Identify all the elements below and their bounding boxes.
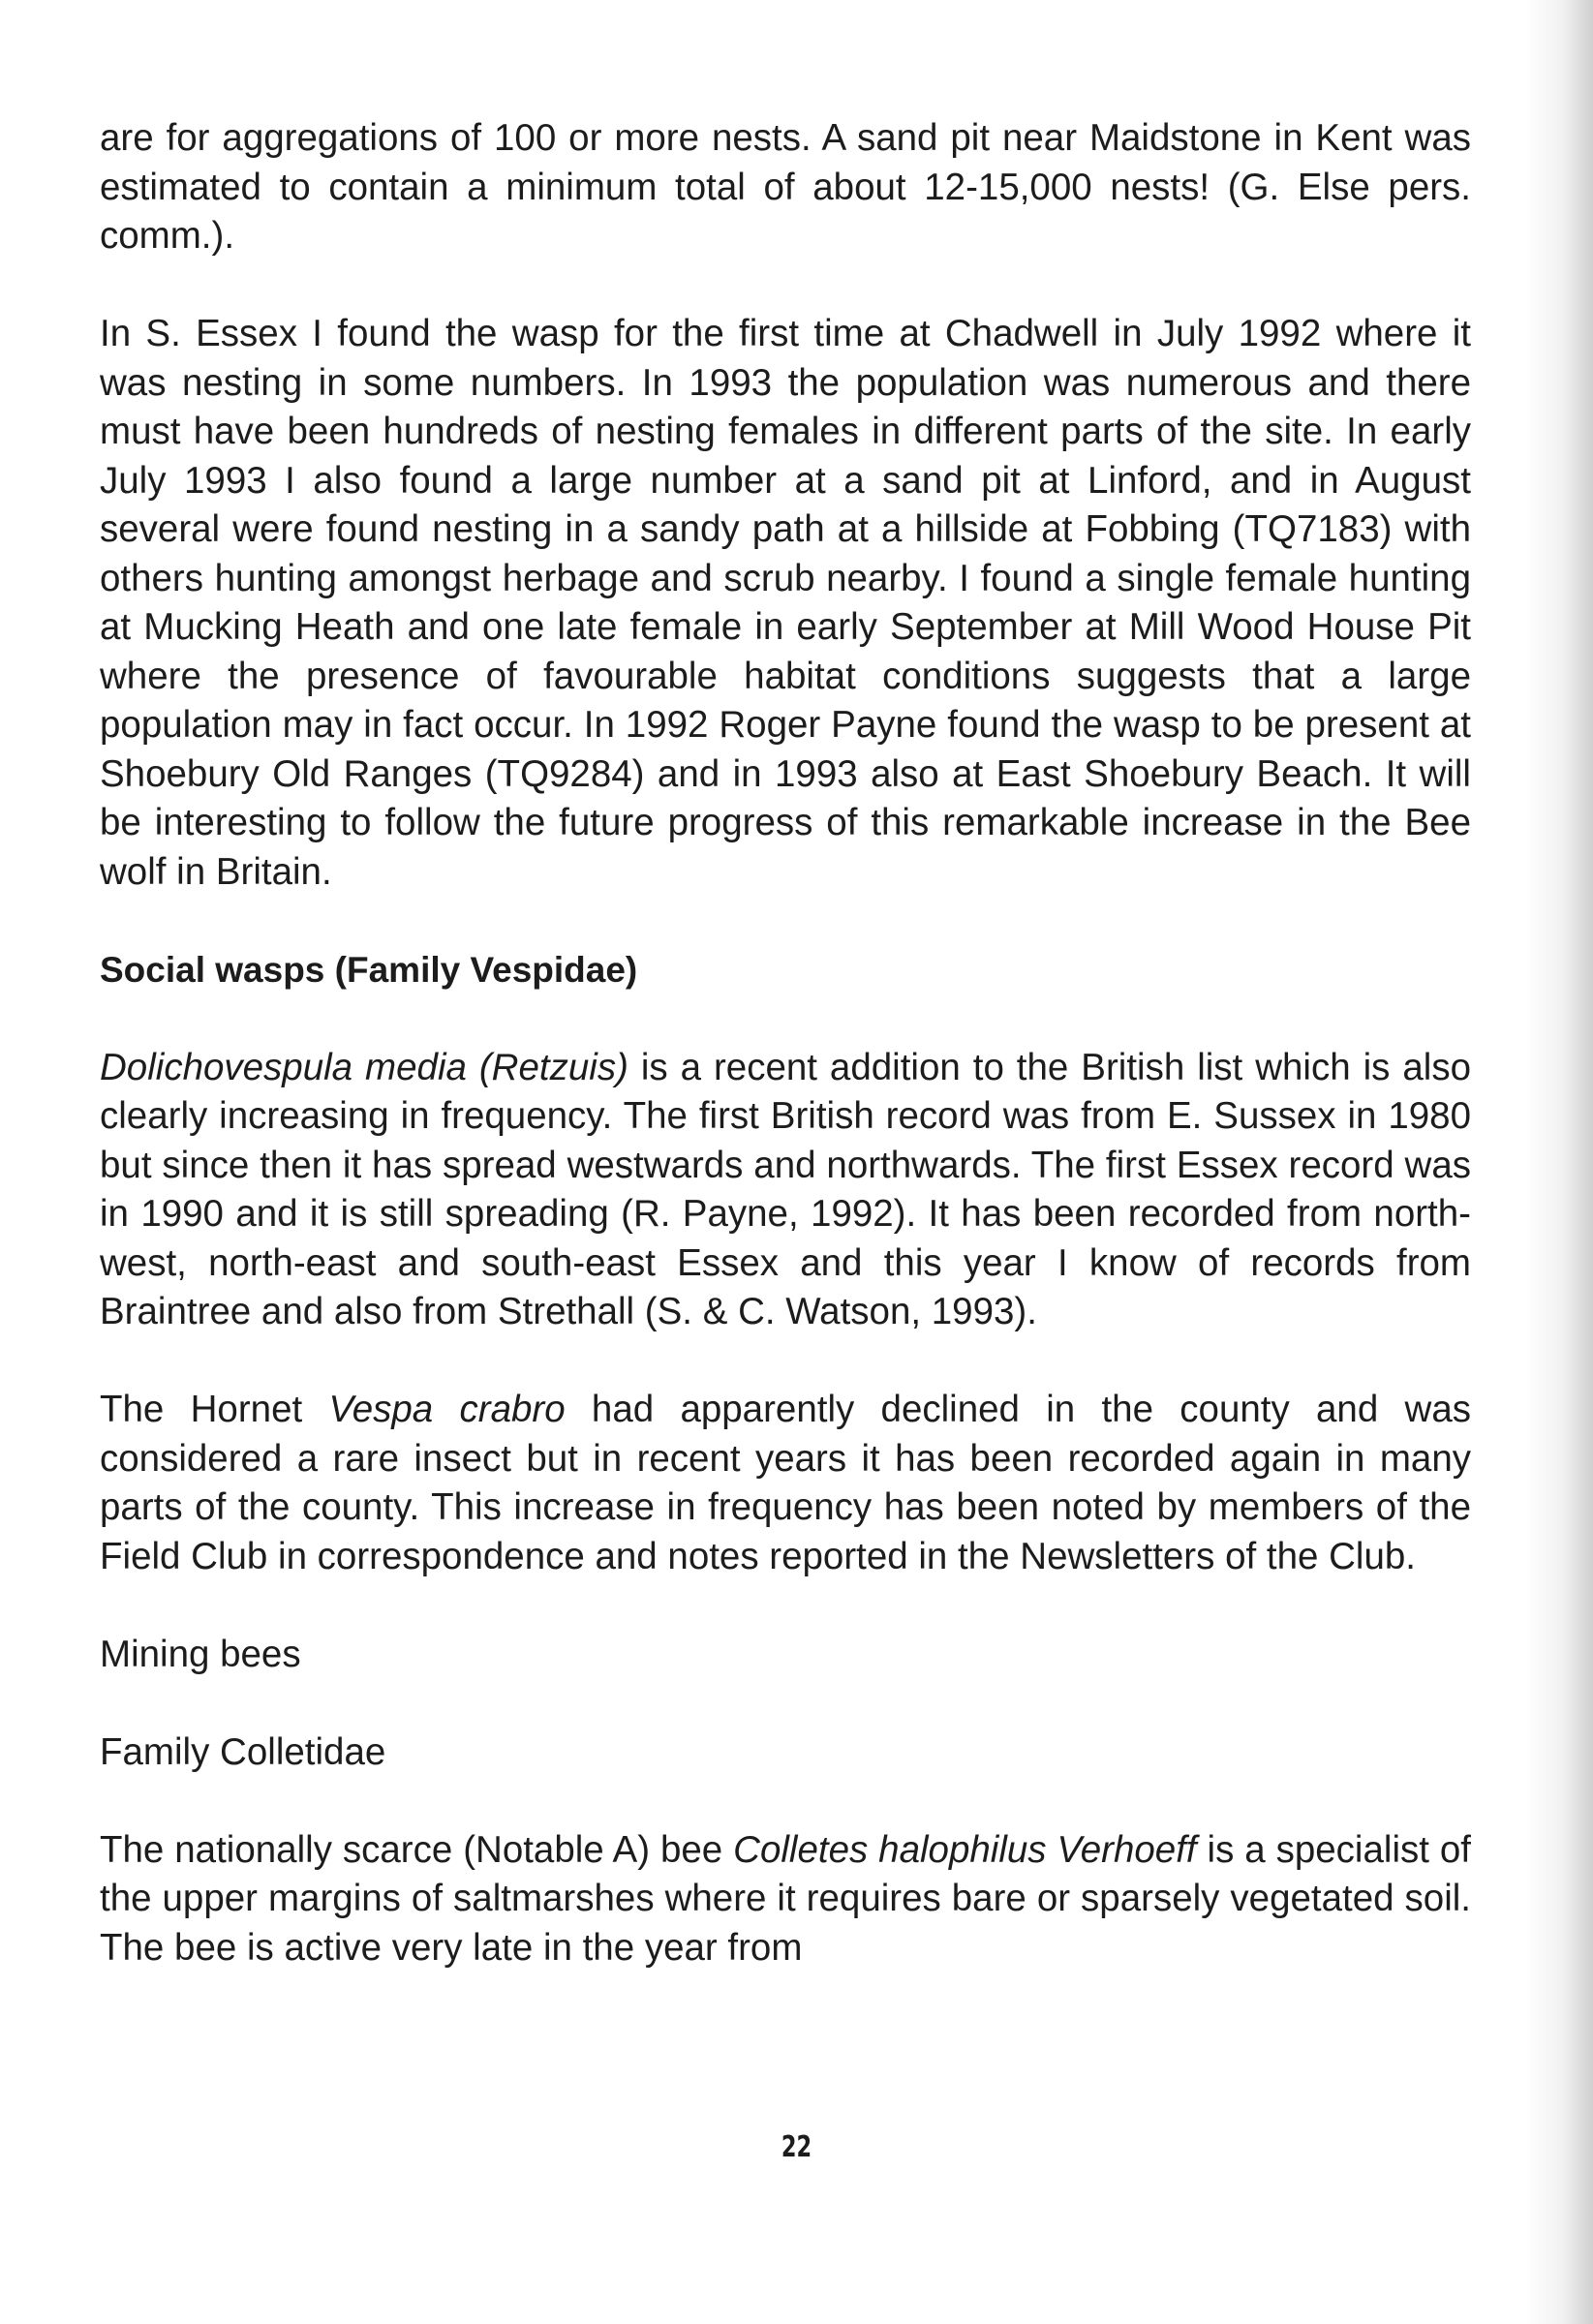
paragraph-colletes bbox=[100, 1826, 1471, 1973]
heading-family-colletidae: Family Colletidae bbox=[100, 1730, 386, 1773]
page-edge-shadow bbox=[1525, 0, 1593, 2324]
page-body bbox=[100, 114, 1471, 2022]
paragraph-hornet-lead: The Hornet bbox=[100, 1389, 329, 1430]
paragraph-dolichovespula-text: is a recent addition to the British list which is also clearly increasing in frequency. The first British record was from E. Sussex in 1980 but since then it has spread westwards and northwards. The first Essex record was in 1990 and it is still spreading (R. Payne, 1992). It has been recorded from north-west, north-east and south-east Essex and this year I know of records from Braintree and also from Strethall (S. & C. Watson, 1993). bbox=[100, 1046, 1471, 1332]
species-name-vespa-crabro: Vespa crabro bbox=[328, 1389, 566, 1430]
paragraph-aggregations: are for aggregations of 100 or more nests. A sand pit near Maidstone in Kent was estimated to contain a minimum total of about 12-15,000 nests! (G. Else pers. comm.). bbox=[100, 117, 1471, 257]
heading-social-wasps: Social wasps (Family Vespidae) bbox=[100, 949, 638, 990]
species-name-dolichovespula: Dolichovespula media (Retzuis) bbox=[100, 1046, 628, 1088]
paragraph-colletes-text: is a specialist of the upper margins of saltmarshes where it requires bare or sparsely vegetated soil. The bee is active very late in the year from bbox=[100, 1828, 1471, 1969]
paragraph-dolichovespula bbox=[100, 1044, 1471, 1337]
paragraph-hornet bbox=[100, 1386, 1471, 1581]
paragraph-colletes-lead: The nationally scarce (Notable A) bee bbox=[100, 1828, 734, 1871]
paragraph-south-essex: In S. Essex I found the wasp for the first time at Chadwell in July 1992 where it was nesting in some numbers. In 1993 the population was numerous and there must have been hundreds of nesting females in different parts of the site. In early July 1993 I also found a large number at a sand pit at Linford, and in August several were found nesting in a sandy path at a hillside at Fobbing (TQ7183) with others hunting amongst herbage and scrub nearby. I found a single female hunting at Mucking Heath and one late female in early September at Mill Wood House Pit where the presence of favourable habitat conditions suggests that a large population may in fact occur. In 1992 Roger Payne found the wasp to be present at Shoebury Old Ranges (TQ9284) and in 1993 also at East Shoebury Beach. It will be interesting to follow the future progress of this remarkable increase in the Bee wolf in Britain. bbox=[100, 313, 1471, 893]
species-name-colletes-halophilus: Colletes halophilus Verhoeff bbox=[733, 1828, 1197, 1871]
paragraph-hornet-text: had apparently declined in the county and was considered a rare insect but in recent years it has been recorded again in many parts of the county. This increase in frequency has been noted by members of the Field Club in correspondence and notes reported in the Newsletters of the Club. bbox=[100, 1389, 1472, 1577]
heading-mining-bees: Mining bees bbox=[100, 1633, 301, 1675]
page-number: 22 bbox=[781, 2130, 812, 2164]
